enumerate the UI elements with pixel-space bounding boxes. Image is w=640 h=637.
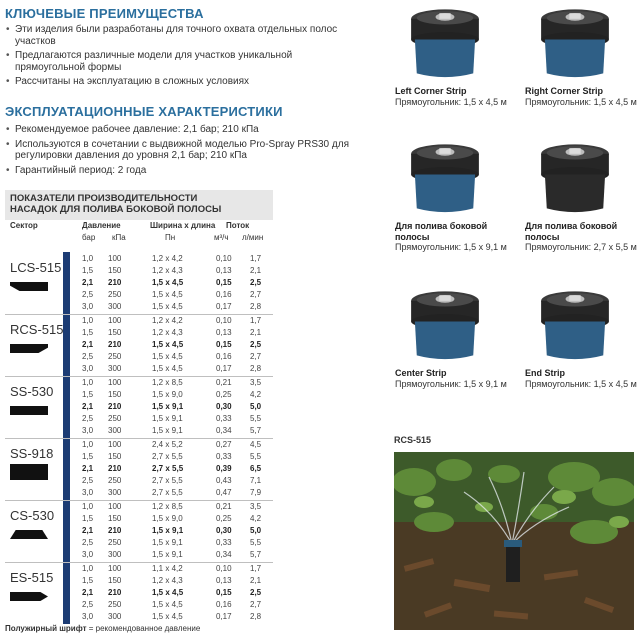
table-cell: 1,2 x 4,3 <box>152 328 183 337</box>
table-cell: 250 <box>108 476 122 485</box>
table-cell: 2,7 x 5,5 <box>152 476 183 485</box>
table-cell: 1,5 x 9,1 <box>152 550 183 559</box>
table-cell: 5,5 <box>250 452 262 461</box>
table-cell: 1,5 x 9,1 <box>152 538 183 547</box>
table-cell: 1,5 x 4,5 <box>152 278 184 287</box>
product-name: Right Corner Strip <box>525 86 603 96</box>
table-cell: 100 <box>108 502 122 511</box>
product-caption <box>525 221 640 253</box>
table-cell: 3,5 <box>250 378 262 387</box>
product-photo <box>394 452 634 630</box>
table-cell: 2,5 <box>82 538 94 547</box>
table-cell: 300 <box>108 550 122 559</box>
table-cell: 0,33 <box>216 452 232 461</box>
footnote-bold: Полужирный шрифт <box>5 624 87 633</box>
table-cell: 2,7 <box>250 600 262 609</box>
product-name: Left Corner Strip <box>395 86 467 96</box>
nozzle-image <box>395 135 495 220</box>
table-cell: 0,27 <box>216 440 232 449</box>
table-cell: 2,8 <box>250 612 262 621</box>
product-desc: Прямоугольник: 1,5 x 9,1 м <box>395 378 507 389</box>
table-row <box>78 452 268 464</box>
table-cell: 1,2 x 4,2 <box>152 316 183 325</box>
table-cell: 1,5 x 4,5 <box>152 612 183 621</box>
table-cell: 150 <box>108 452 122 461</box>
product-name: End Strip <box>525 368 565 378</box>
table-row <box>78 316 268 328</box>
table-row <box>78 502 268 514</box>
table-cell: 150 <box>108 266 122 275</box>
table-cell: 0,17 <box>216 612 232 621</box>
product-caption <box>525 368 640 389</box>
nozzle-illustration <box>395 135 495 215</box>
table-cell: 0,25 <box>216 514 232 523</box>
product-name: Для полива боковой полосы <box>525 221 618 242</box>
table-cell: 0,25 <box>216 390 232 399</box>
table-cell: 250 <box>108 352 122 361</box>
group-divider-bar <box>63 252 70 314</box>
table-cell: 150 <box>108 328 122 337</box>
table-cell: 0,21 <box>216 502 232 511</box>
table-cell: 0,10 <box>216 316 232 325</box>
product-name: Для полива боковой полосы <box>395 221 488 242</box>
table-cell: 0,13 <box>216 328 232 337</box>
nozzle-image <box>525 0 625 85</box>
table-cell: 210 <box>108 588 122 597</box>
nozzle-image <box>525 135 625 220</box>
table-cell: 1,7 <box>250 564 262 573</box>
table-row <box>78 576 268 588</box>
table-cell: 2,7 x 5,5 <box>152 452 183 461</box>
table-cell: 1,5 x 4,5 <box>152 364 183 373</box>
table-row <box>78 600 268 612</box>
table-row <box>78 564 268 576</box>
table-cell: 210 <box>108 278 122 287</box>
product-caption <box>395 86 513 107</box>
table-row <box>78 390 268 402</box>
table-cell: 4,5 <box>250 440 262 449</box>
sector-model-label: RCS-515 <box>10 322 64 337</box>
table-title-line1: ПОКАЗАТЕЛИ ПРОИЗВОДИТЕЛЬНОСТИ <box>10 193 198 204</box>
table-cell: 5,5 <box>250 414 262 423</box>
table-cell: 0,39 <box>216 464 232 473</box>
table-cell: 300 <box>108 302 122 311</box>
benefit-item: • Эти изделия были разработаны для точного охвата отдельных полос участков <box>5 24 345 47</box>
table-cell: 3,0 <box>82 302 94 311</box>
table-row <box>78 588 268 600</box>
table-cell: 2,1 <box>82 402 94 411</box>
nozzle-illustration <box>395 282 495 362</box>
table-cell: 1,0 <box>82 564 94 573</box>
table-cell: 1,2 x 4,3 <box>152 266 183 275</box>
table-row <box>78 290 268 302</box>
col-size: Ширина x длина <box>150 221 216 230</box>
nozzle-illustration <box>525 0 625 80</box>
table-cell: 1,5 x 9,0 <box>152 390 183 399</box>
table-row <box>78 352 268 364</box>
group-divider-bar <box>63 438 70 500</box>
footnote-rest: = рекомендованное давление <box>86 624 201 633</box>
table-cell: 1,5 x 4,5 <box>152 588 184 597</box>
spec-item: • Гарантийный период: 2 года <box>5 165 365 177</box>
table-cell: 3,0 <box>82 612 94 621</box>
table-cell: 150 <box>108 390 122 399</box>
spec-item: • Используются в сочетании с выдвижной моделью Pro-Spray PRS30 для регулировки давления до уровня 2,1 бар; 210 кПа <box>5 139 360 162</box>
group-separator <box>5 500 273 501</box>
table-cell: 2,1 <box>82 588 94 597</box>
group-separator <box>5 438 273 439</box>
table-row <box>78 378 268 390</box>
table-cell: 2,5 <box>250 278 262 287</box>
unit-m3h: м³/ч <box>214 233 229 242</box>
table-cell: 1,5 <box>82 390 94 399</box>
table-cell: 1,7 <box>250 254 262 263</box>
table-cell: 2,1 <box>82 526 94 535</box>
group-divider-bar <box>63 562 70 624</box>
table-cell: 0,21 <box>216 378 232 387</box>
table-cell: 2,1 <box>82 278 94 287</box>
table-row <box>78 302 268 314</box>
table-cell: 0,13 <box>216 266 232 275</box>
table-row <box>78 426 268 438</box>
unit-bar: бар <box>82 233 96 242</box>
table-cell: 1,5 x 9,1 <box>152 426 183 435</box>
table-cell: 300 <box>108 488 122 497</box>
table-cell: 7,9 <box>250 488 262 497</box>
sector-model-label: ES-515 <box>10 570 54 585</box>
table-cell: 2,5 <box>82 600 94 609</box>
table-cell: 2,5 <box>250 588 262 597</box>
table-cell: 100 <box>108 316 122 325</box>
table-cell: 5,7 <box>250 550 262 559</box>
table-cell: 0,10 <box>216 254 232 263</box>
group-divider-bar <box>63 500 70 562</box>
table-cell: 4,2 <box>250 390 262 399</box>
footnote <box>5 624 200 633</box>
table-cell: 1,2 x 8,5 <box>152 502 183 511</box>
table-cell: 100 <box>108 440 122 449</box>
garden-photo-illustration <box>394 452 634 630</box>
nozzle-image <box>395 0 495 85</box>
table-cell: 1,0 <box>82 378 94 387</box>
table-cell: 1,5 x 4,5 <box>152 302 183 311</box>
group-divider-bar <box>63 376 70 438</box>
table-cell: 100 <box>108 378 122 387</box>
table-cell: 250 <box>108 600 122 609</box>
table-cell: 2,7 <box>250 352 262 361</box>
table-cell: 100 <box>108 254 122 263</box>
table-cell: 0,13 <box>216 576 232 585</box>
col-pressure: Давление <box>82 221 121 230</box>
table-cell: 5,0 <box>250 402 262 411</box>
unit-size: Пн <box>165 233 176 242</box>
table-cell: 2,1 <box>250 576 262 585</box>
spray-pattern-icon <box>10 464 48 480</box>
specs-list <box>5 124 365 179</box>
table-cell: 1,5 x 4,5 <box>152 600 183 609</box>
table-cell: 3,0 <box>82 426 94 435</box>
product-caption <box>395 221 513 253</box>
photo-label: RCS-515 <box>394 435 432 445</box>
table-row <box>78 612 268 624</box>
table-cell: 210 <box>108 464 122 473</box>
table-cell: 100 <box>108 564 122 573</box>
table-row <box>78 514 268 526</box>
table-cell: 2,1 <box>250 328 262 337</box>
sector-model-label: SS-530 <box>10 384 54 399</box>
table-cell: 0,17 <box>216 302 232 311</box>
product-name: Center Strip <box>395 368 447 378</box>
table-cell: 0,17 <box>216 364 232 373</box>
table-row <box>78 440 268 452</box>
table-cell: 2,5 <box>82 290 94 299</box>
table-cell: 0,47 <box>216 488 232 497</box>
table-cell: 1,5 x 9,1 <box>152 526 184 535</box>
table-cell: 1,2 x 4,2 <box>152 254 183 263</box>
product-caption <box>525 86 640 107</box>
table-cell: 0,15 <box>216 340 232 349</box>
table-cell: 210 <box>108 402 122 411</box>
table-cell: 6,5 <box>250 464 262 473</box>
benefits-title: КЛЮЧЕВЫЕ ПРЕИМУЩЕСТВА <box>5 6 204 21</box>
table-cell: 1,7 <box>250 316 262 325</box>
spray-pattern-icon <box>10 344 48 353</box>
table-cell: 2,4 x 5,2 <box>152 440 183 449</box>
table-cell: 1,2 x 4,3 <box>152 576 183 585</box>
table-cell: 250 <box>108 538 122 547</box>
table-cell: 210 <box>108 340 122 349</box>
table-cell: 2,5 <box>82 352 94 361</box>
table-cell: 5,0 <box>250 526 262 535</box>
table-cell: 2,7 x 5,5 <box>152 488 183 497</box>
table-row <box>78 414 268 426</box>
table-row <box>78 278 268 290</box>
nozzle-illustration <box>395 0 495 80</box>
table-cell: 0,16 <box>216 352 232 361</box>
table-cell: 300 <box>108 426 122 435</box>
table-cell: 300 <box>108 612 122 621</box>
table-row <box>78 550 268 562</box>
product-caption <box>395 368 513 389</box>
table-cell: 2,5 <box>82 476 94 485</box>
table-cell: 3,0 <box>82 488 94 497</box>
product-desc: Прямоугольник: 1,5 x 4,5 м <box>395 96 507 107</box>
sector-model-label: SS-918 <box>10 446 54 461</box>
table-cell: 1,0 <box>82 316 94 325</box>
spray-pattern-icon <box>10 406 48 415</box>
table-cell: 150 <box>108 514 122 523</box>
table-cell: 3,5 <box>250 502 262 511</box>
table-cell: 1,0 <box>82 502 94 511</box>
product-desc: Прямоугольник: 1,5 x 9,1 м <box>395 242 507 252</box>
table-cell: 150 <box>108 576 122 585</box>
benefit-item: • Предлагаются различные модели для участков уникальной прямоугольной формы <box>5 50 315 73</box>
table-cell: 1,5 x 9,1 <box>152 402 184 411</box>
table-row <box>78 266 268 278</box>
table-cell: 250 <box>108 414 122 423</box>
table-cell: 0,33 <box>216 538 232 547</box>
table-cell: 0,30 <box>216 402 232 411</box>
table-cell: 0,16 <box>216 600 232 609</box>
table-cell: 1,5 <box>82 328 94 337</box>
product-desc: Прямоугольник: 1,5 x 4,5 м <box>525 378 637 389</box>
benefit-item: • Рассчитаны на эксплуатацию в сложных условиях <box>5 76 365 88</box>
spray-pattern-icon <box>10 530 48 539</box>
table-cell: 1,5 <box>82 266 94 275</box>
col-flow: Поток <box>226 221 250 230</box>
specs-title: ЭКСПЛУАТАЦИОННЫЕ ХАРАКТЕРИСТИКИ <box>5 104 283 119</box>
group-separator <box>5 562 273 563</box>
benefits-list <box>5 24 365 91</box>
table-cell: 3,0 <box>82 364 94 373</box>
table-cell: 1,5 x 4,5 <box>152 290 183 299</box>
table-row <box>78 526 268 538</box>
sector-model-label: LCS-515 <box>10 260 62 275</box>
table-cell: 250 <box>108 290 122 299</box>
table-cell: 1,5 x 9,0 <box>152 514 183 523</box>
nozzle-illustration <box>525 135 625 215</box>
table-cell: 2,5 <box>250 340 262 349</box>
table-cell: 1,5 x 4,5 <box>152 340 184 349</box>
unit-kpa: кПа <box>112 233 126 242</box>
product-desc: Прямоугольник: 2,7 x 5,5 м <box>525 242 637 252</box>
table-row <box>78 328 268 340</box>
table-cell: 1,1 x 4,2 <box>152 564 183 573</box>
group-divider-bar <box>63 314 70 376</box>
table-cell: 210 <box>108 526 122 535</box>
table-cell: 0,30 <box>216 526 232 535</box>
table-cell: 1,0 <box>82 254 94 263</box>
table-row <box>78 464 268 476</box>
nozzle-illustration <box>525 282 625 362</box>
table-cell: 1,5 <box>82 452 94 461</box>
table-title <box>5 190 273 220</box>
table-title-line2: НАСАДОК ДЛЯ ПОЛИВА БОКОВОЙ ПОЛОСЫ <box>10 204 222 215</box>
table-cell: 2,7 <box>250 290 262 299</box>
table-cell: 2,7 x 5,5 <box>152 464 184 473</box>
sector-model-label: CS-530 <box>10 508 55 523</box>
table-cell: 5,5 <box>250 538 262 547</box>
table-cell: 4,2 <box>250 514 262 523</box>
table-row <box>78 476 268 488</box>
table-row <box>78 402 268 414</box>
table-cell: 2,1 <box>82 464 94 473</box>
table-cell: 2,1 <box>82 340 94 349</box>
nozzle-image <box>525 282 625 367</box>
table-cell: 1,0 <box>82 440 94 449</box>
table-cell: 2,1 <box>250 266 262 275</box>
product-desc: Прямоугольник: 1,5 x 4,5 м <box>525 96 637 107</box>
table-cell: 0,43 <box>216 476 232 485</box>
table-cell: 0,34 <box>216 550 232 559</box>
table-cell: 0,16 <box>216 290 232 299</box>
table-cell: 7,1 <box>250 476 262 485</box>
table-cell: 0,15 <box>216 588 232 597</box>
table-cell: 0,15 <box>216 278 232 287</box>
table-cell: 3,0 <box>82 550 94 559</box>
table-cell: 1,5 x 9,1 <box>152 414 183 423</box>
table-cell: 1,2 x 8,5 <box>152 378 183 387</box>
table-cell: 300 <box>108 364 122 373</box>
spray-pattern-icon <box>10 282 48 291</box>
spec-item: • Рекомендуемое рабочее давление: 2,1 бар; 210 кПа <box>5 124 365 136</box>
unit-lmin: л/мин <box>242 233 264 242</box>
nozzle-image <box>395 282 495 367</box>
table-cell: 1,5 <box>82 576 94 585</box>
group-separator <box>5 376 273 377</box>
table-cell: 0,10 <box>216 564 232 573</box>
spray-pattern-icon <box>10 592 48 601</box>
table-cell: 2,5 <box>82 414 94 423</box>
table-cell: 1,5 x 4,5 <box>152 352 183 361</box>
table-cell: 0,34 <box>216 426 232 435</box>
table-cell: 1,5 <box>82 514 94 523</box>
col-sector: Сектор <box>10 221 38 230</box>
table-cell: 2,8 <box>250 364 262 373</box>
table-row <box>78 538 268 550</box>
table-cell: 5,7 <box>250 426 262 435</box>
table-row <box>78 364 268 376</box>
table-cell: 2,8 <box>250 302 262 311</box>
group-separator <box>5 314 273 315</box>
table-row <box>78 254 268 266</box>
table-row <box>78 488 268 500</box>
table-cell: 0,33 <box>216 414 232 423</box>
table-row <box>78 340 268 352</box>
